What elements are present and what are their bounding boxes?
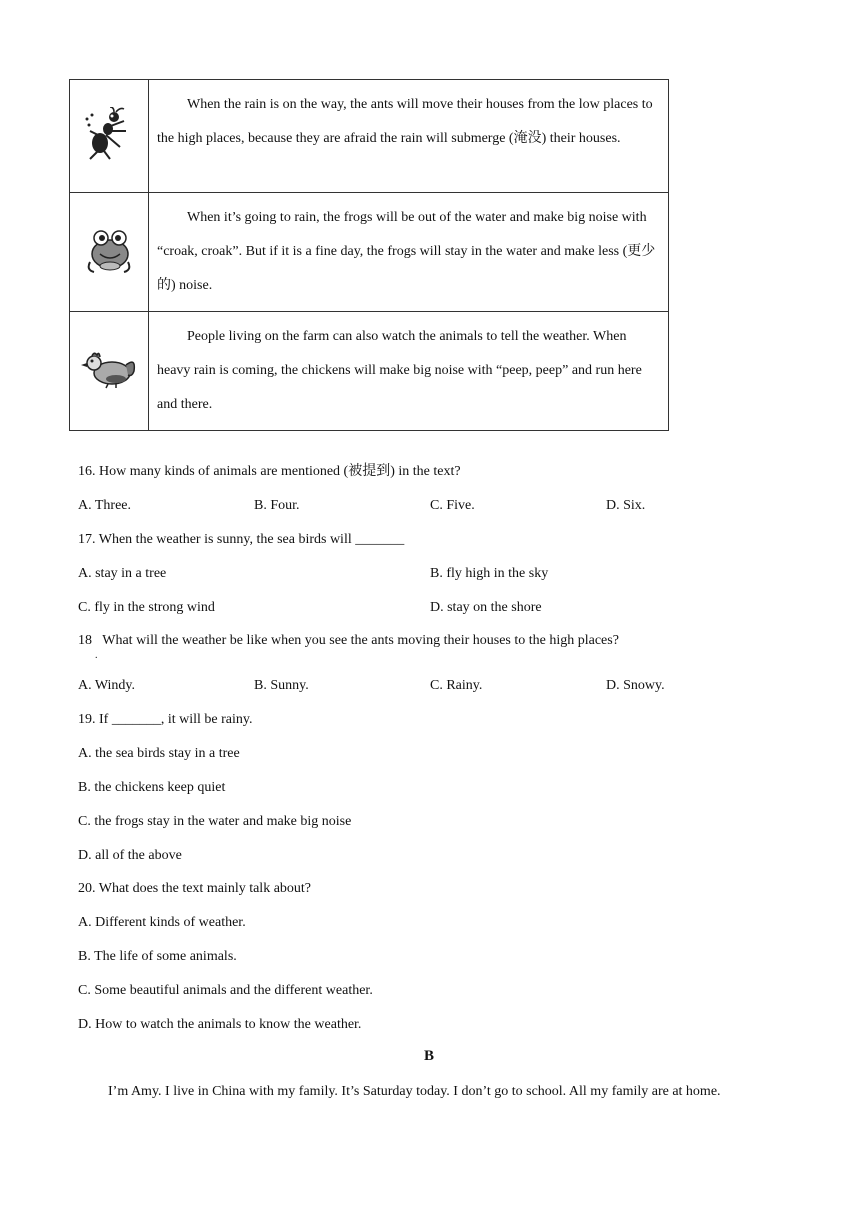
q16-option-b: B. Four. [254, 498, 300, 513]
q18-option-b: B. Sunny. [254, 678, 309, 693]
q19-option-d: D. all of the above [78, 848, 182, 863]
question-18: 18 What will the weather be like when you see the ants moving their houses to the high places? [78, 633, 619, 648]
q20-option-c: C. Some beautiful animals and the different weather. [78, 983, 373, 998]
question-19: 19. If _______, it will be rainy. [78, 712, 253, 727]
q19-option-c: C. the frogs stay in the water and make big noise [78, 814, 352, 829]
q18-option-a: A. Windy. [78, 678, 135, 693]
section-b-paragraph: I’m Amy. I live in China with my family. It’s Saturday today. I don’t go to school. All my family are at home. [108, 1084, 721, 1099]
frog-icon-cell [70, 193, 149, 312]
q19-option-a: A. the sea birds stay in a tree [78, 746, 240, 761]
question-17: 17. When the weather is sunny, the sea birds will _______ [78, 532, 405, 547]
q16-option-c: C. Five. [430, 498, 475, 513]
q20-option-d: D. How to watch the animals to know the weather. [78, 1017, 362, 1032]
frog-icon [84, 226, 134, 274]
stray-dot: . [95, 650, 98, 661]
section-b-heading: B [424, 1048, 435, 1064]
table-row [70, 80, 669, 193]
ant-description: When the rain is on the way, the ants will move their houses from the low places to the high places, because they are afraid the rain will submerge (淹没) their houses. [149, 80, 669, 193]
q17-option-c: C. fly in the strong wind [78, 600, 215, 615]
question-20: 20. What does the text mainly talk about? [78, 881, 312, 896]
frog-description: When it’s going to rain, the frogs will be out of the water and make big noise with “croak, croak”. But if it is a fine day, the frogs will stay in the water and make less (更少的) noise. [149, 193, 669, 312]
q18-option-d: D. Snowy. [606, 678, 665, 693]
q19-option-b: B. the chickens keep quiet [78, 780, 226, 795]
table-row [70, 193, 669, 312]
q17-option-b: B. fly high in the sky [430, 566, 549, 581]
q16-option-a: A. Three. [78, 498, 131, 513]
q17-option-d: D. stay on the shore [430, 600, 542, 615]
table-row [70, 312, 669, 431]
chicken-icon-cell [70, 312, 149, 431]
q18-option-c: C. Rainy. [430, 678, 483, 693]
q20-option-b: B. The life of some animals. [78, 949, 237, 964]
q17-option-a: A. stay in a tree [78, 566, 167, 581]
q16-option-d: D. Six. [606, 498, 646, 513]
chicken-description: People living on the farm can also watch the animals to tell the weather. When heavy rain is coming, the chickens will make big noise with “peep, peep” and run here and there. [149, 312, 669, 431]
ant-icon [84, 107, 134, 161]
q20-option-a: A. Different kinds of weather. [78, 915, 246, 930]
question-16: 16. How many kinds of animals are mentioned (被提到) in the text? [78, 464, 461, 479]
animal-weather-table [69, 79, 669, 431]
chicken-icon [80, 349, 138, 389]
ant-icon-cell [70, 80, 149, 193]
